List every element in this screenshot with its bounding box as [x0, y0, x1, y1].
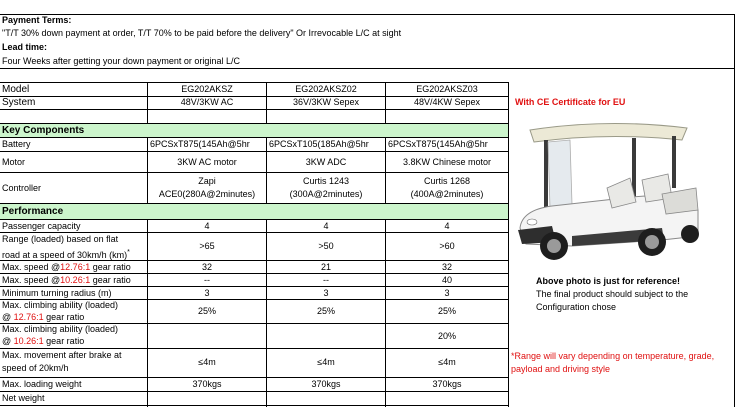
photo-note-title: Above photo is just for reference!	[536, 276, 681, 286]
grid-line	[0, 68, 735, 69]
photo-note-line-2: Configuration chose	[536, 302, 617, 312]
payment-title: Payment Terms:	[2, 15, 72, 25]
photo-note-line-1: The final product should subject to the	[536, 289, 689, 299]
range-label-2: road at a speed of 30km/h (km)*	[2, 249, 130, 260]
motor-label: Motor	[2, 157, 26, 167]
climb2-label-1: Max. climbing ability (loaded)	[2, 324, 119, 334]
brake-label-2: speed of 20km/h	[2, 363, 69, 373]
climb1-3: 25%	[437, 306, 456, 316]
motor-2: 3KW ADC	[305, 157, 347, 167]
controller-1b: ACE0(280A@2minutes)	[158, 189, 256, 199]
turning-2: 3	[323, 288, 329, 298]
loading-label: Max. loading weight	[2, 379, 82, 389]
range-label-1: Range (loaded) based on flat	[2, 234, 119, 244]
speed1-label: Max. speed @12.76:1 gear ratio	[2, 262, 131, 272]
brake-2: ≤4m	[317, 357, 335, 367]
lead-text: Four Weeks after getting your down payment or original L/C	[2, 56, 240, 66]
climb2-3: 20%	[437, 331, 456, 341]
speed2-label: Max. speed @10.26:1 gear ratio	[2, 275, 131, 285]
turning-3: 3	[444, 288, 450, 298]
passenger-2: 4	[323, 221, 329, 231]
golf-cart-photo	[512, 118, 707, 270]
speed2-3: 40	[441, 275, 452, 285]
section-key-components: Key Components	[0, 124, 508, 137]
ce-certificate-note: With CE Certificate for EU	[515, 97, 626, 107]
passenger-3: 4	[444, 221, 450, 231]
speed1-2: 21	[320, 262, 331, 272]
system-2: 36V/3KW Sepex	[292, 97, 360, 107]
model-2: EG202AKSZ02	[295, 84, 357, 94]
system-label: System	[2, 97, 36, 108]
loading-3: 370kgs	[432, 379, 462, 389]
controller-label: Controller	[2, 183, 42, 193]
battery-label: Battery	[2, 139, 31, 149]
range-2: >50	[318, 241, 334, 251]
lead-title: Lead time:	[2, 42, 48, 52]
motor-1: 3KW AC motor	[177, 157, 237, 167]
speed2-1: --	[204, 275, 210, 285]
controller-2b: (300A@2minutes)	[289, 189, 363, 199]
system-3: 48V/4KW Sepex	[413, 97, 481, 107]
climb1-label-2: @ 12.76:1 gear ratio	[2, 312, 85, 322]
loading-2: 370kgs	[311, 379, 341, 389]
model-1: EG202AKSZ	[181, 84, 233, 94]
brake-label-1: Max. movement after brake at	[2, 350, 122, 360]
climb1-1: 25%	[197, 306, 216, 316]
brake-1: ≤4m	[198, 357, 216, 367]
battery-3: 6PCSxT875(145Ah@5hr	[388, 139, 488, 149]
turning-1: 3	[204, 288, 210, 298]
speed1-3: 32	[441, 262, 452, 272]
model-label: Model	[2, 84, 30, 95]
range-note-line-2: payload and driving style	[511, 364, 611, 374]
controller-3a: Curtis 1268	[423, 176, 471, 186]
range-3: >60	[439, 241, 455, 251]
range-note-line-1: *Range will vary depending on temperature, grade,	[511, 351, 715, 361]
loading-1: 370kgs	[192, 379, 222, 389]
model-3: EG202AKSZ03	[416, 84, 478, 94]
net-weight-label: Net weight	[2, 393, 45, 403]
motor-3: 3.8KW Chinese motor	[402, 157, 492, 167]
passenger-1: 4	[204, 221, 210, 231]
speed1-1: 32	[201, 262, 212, 272]
payment-text: "T/T 30% down payment at order, T/T 70% to be paid before the delivery" Or Irrevocable L/C at sight	[2, 28, 402, 38]
controller-3b: (400A@2minutes)	[410, 189, 484, 199]
controller-1a: Zapi	[198, 176, 216, 186]
speed2-2: --	[323, 275, 329, 285]
section-performance: Performance	[0, 204, 508, 219]
climb1-2: 25%	[316, 306, 335, 316]
brake-3: ≤4m	[438, 357, 456, 367]
battery-2: 6PCSxT105(185Ah@5hr	[269, 139, 369, 149]
climb1-label-1: Max. climbing ability (loaded)	[2, 300, 119, 310]
range-1: >65	[199, 241, 215, 251]
controller-2a: Curtis 1243	[302, 176, 350, 186]
battery-1: 6PCSxT875(145Ah@5hr	[150, 139, 250, 149]
climb2-label-2: @ 10.26:1 gear ratio	[2, 336, 85, 346]
turning-label: Minimum turning radius (m)	[2, 288, 112, 298]
passenger-label: Passenger capacity	[2, 221, 81, 231]
system-1: 48V/3KW AC	[180, 97, 234, 107]
